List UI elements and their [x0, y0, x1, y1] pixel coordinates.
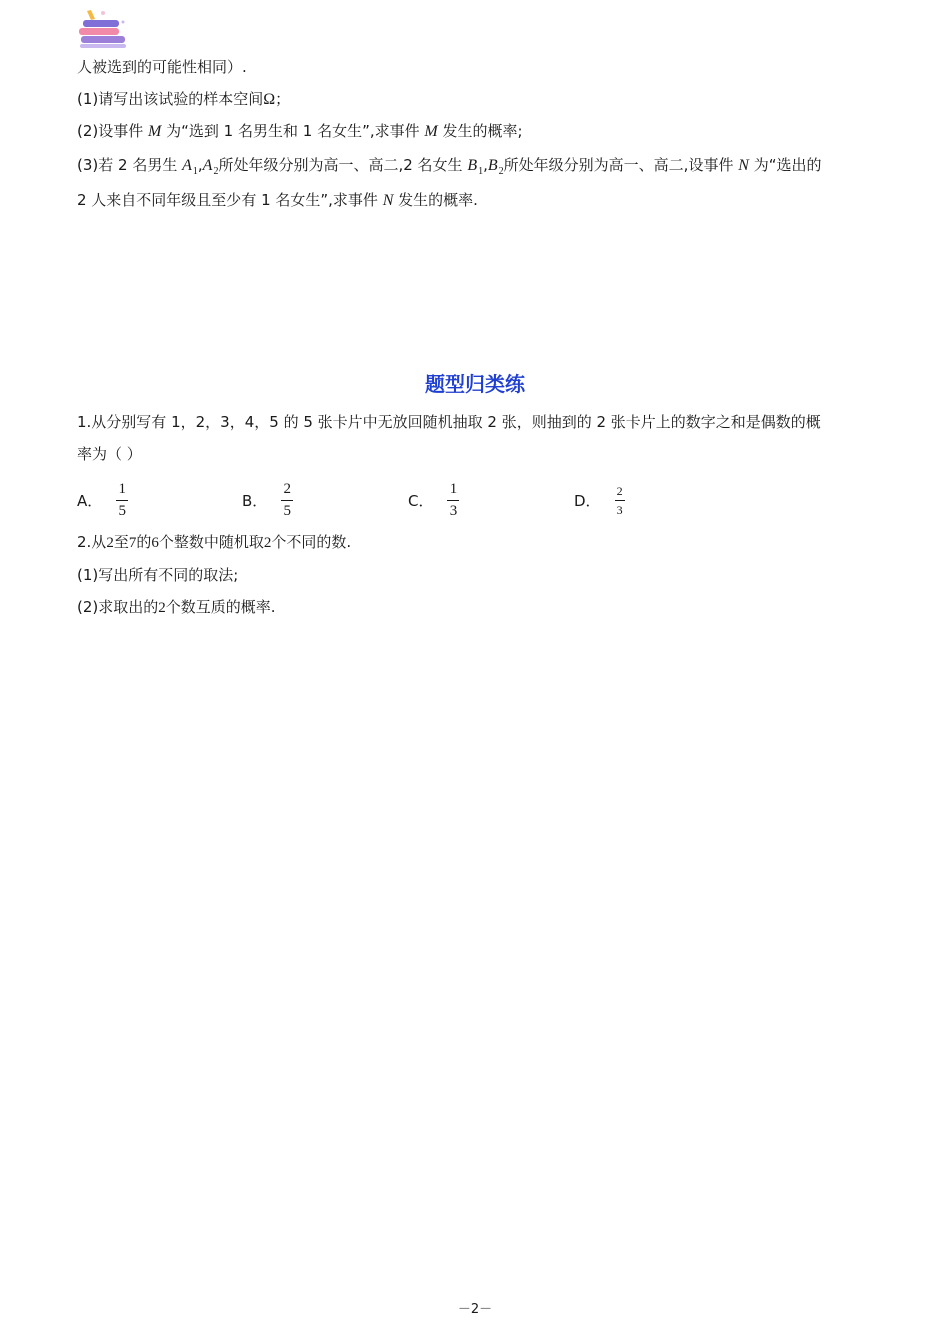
q1-option-a: A． $\frac{1}{5}$	[77, 478, 128, 522]
section-title: 题型归类练	[425, 372, 525, 396]
q1-option-d: D． $\frac{2}{3}$	[574, 483, 623, 517]
question-part-3-line2: 2 人来自不同年级且至少有 1 名女生”,求事件 N 发生的概率.	[77, 191, 478, 209]
q1-stem-line1: 1.从分别写有 1，2，3，4，5 的 5 张卡片中无放回随机抽取 2 张，则抽到的 2 张卡片上的数字之和是偶数的概	[77, 413, 821, 431]
question-part-3-line1: (3)若 2 名男生 $A_1,A_2$所处年级分别为高一、高二,2 名女生 $B_1,B_2$所处年级分别为高一、高二,设事件 N 为“选出的	[77, 156, 822, 177]
q1-option-c: C． $\frac{1}{3}$	[408, 478, 459, 522]
question-part-2: (2)设事件 M 为“选到 1 名男生和 1 名女生”,求事件 M 发生的概率;	[77, 122, 523, 140]
q2-stem: 2.从2至7的6个整数中随机取2个不同的数.	[77, 533, 352, 551]
intro-tail: 人被选到的可能性相同）.	[77, 58, 247, 76]
books-pencil-icon	[77, 8, 129, 50]
q2-part-1: (1)写出所有不同的取法;	[77, 566, 239, 584]
q1-option-b: B． $\frac{2}{5}$	[242, 478, 293, 522]
q2-part-2: (2)求取出的2个数互质的概率.	[77, 598, 276, 616]
q1-stem-line2: 率为（ ）	[77, 445, 142, 463]
page-number: －2－	[457, 1302, 493, 1317]
question-part-1: (1)请写出该试验的样本空间Ω；	[77, 90, 291, 108]
